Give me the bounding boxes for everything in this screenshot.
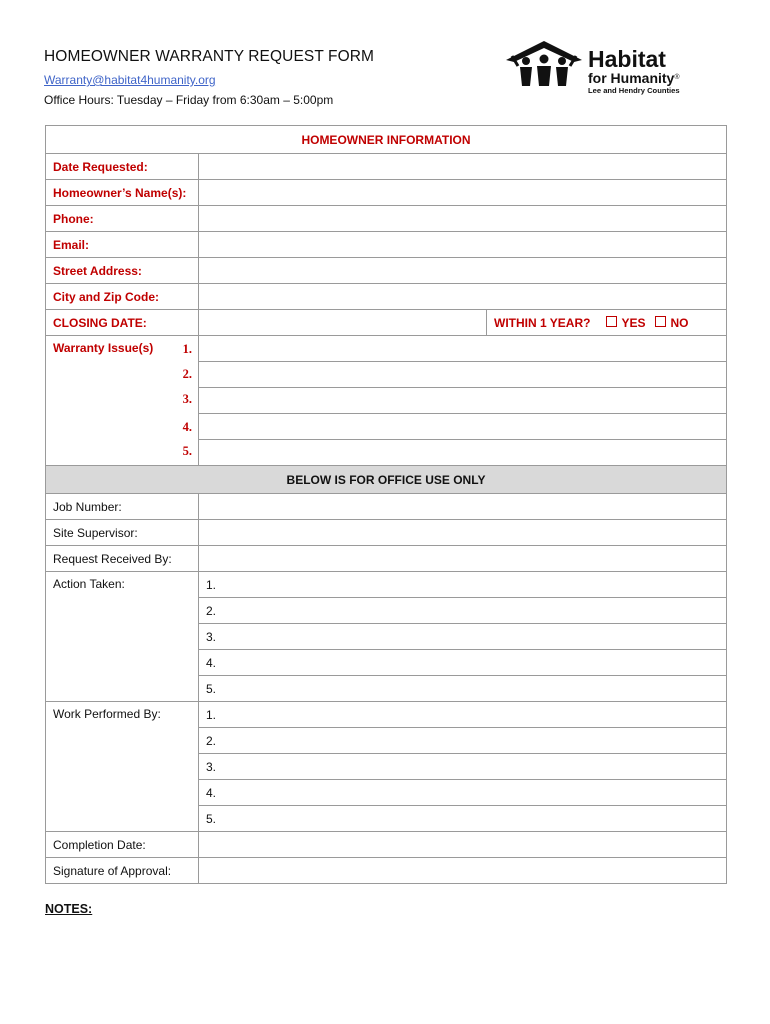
logo-wordmark: Habitat [588, 46, 666, 72]
request-received-label: Request Received By: [46, 546, 199, 572]
issue-number-3: 3. [182, 392, 192, 406]
homeowner-names-field[interactable] [199, 180, 727, 206]
warranty-issues-label-cell [46, 336, 199, 466]
work-performed-field-2[interactable]: 2. [199, 728, 727, 754]
habitat-logo [504, 40, 704, 100]
yes-checkbox[interactable] [606, 316, 617, 327]
date-requested-label: Date Requested: [46, 154, 199, 180]
email-field[interactable] [199, 232, 727, 258]
warranty-form-table [45, 125, 727, 884]
job-number-label: Job Number: [46, 494, 199, 520]
street-address-field[interactable] [199, 258, 727, 284]
phone-field[interactable] [199, 206, 727, 232]
yes-option[interactable] [596, 316, 645, 330]
action-taken-field-4[interactable]: 4. [199, 650, 727, 676]
work-performed-field-4[interactable]: 4. [199, 780, 727, 806]
warranty-issues-label: Warranty Issue(s) [53, 341, 154, 355]
office-use-heading: BELOW IS FOR OFFICE USE ONLY [46, 466, 727, 494]
work-performed-label: Work Performed By: [46, 702, 199, 832]
issue-number-5: 5. [182, 444, 192, 458]
warranty-issue-field-1[interactable] [199, 336, 727, 362]
registered-mark: ® [674, 74, 680, 81]
work-performed-field-5[interactable]: 5. [199, 806, 727, 832]
city-zip-field[interactable] [199, 284, 727, 310]
warranty-issue-field-4[interactable] [199, 414, 727, 440]
no-option[interactable] [651, 316, 688, 330]
office-hours: Office Hours: Tuesday – Friday from 6:30am – 5:00pm [44, 93, 334, 107]
form-header [44, 48, 374, 107]
warranty-issue-field-3[interactable] [199, 388, 727, 414]
homeowner-names-label: Homeowner’s Name(s): [46, 180, 199, 206]
phone-label: Phone: [46, 206, 199, 232]
signature-approval-field[interactable] [199, 858, 727, 884]
notes-label: NOTES: [45, 902, 93, 916]
warranty-issue-field-5[interactable] [199, 440, 727, 466]
site-supervisor-label: Site Supervisor: [46, 520, 199, 546]
action-taken-field-3[interactable]: 3. [199, 624, 727, 650]
warranty-email-link[interactable]: Warranty@habitat4humanity.org [44, 73, 216, 87]
action-taken-field-5[interactable]: 5. [199, 676, 727, 702]
within-one-year-label: WITHIN 1 YEAR? [494, 315, 591, 330]
yes-label: YES [621, 315, 646, 330]
signature-approval-label: Signature of Approval: [46, 858, 199, 884]
no-label: NO [670, 315, 689, 330]
issue-number-1: 1. [182, 342, 192, 356]
form-title: HOMEOWNER WARRANTY REQUEST FORM [44, 48, 375, 65]
within-one-year-cell [487, 310, 727, 336]
warranty-issue-field-2[interactable] [199, 362, 727, 388]
issue-number-4: 4. [182, 420, 192, 434]
date-requested-field[interactable] [199, 154, 727, 180]
city-zip-label: City and Zip Code: [46, 284, 199, 310]
site-supervisor-field[interactable] [199, 520, 727, 546]
email-label: Email: [46, 232, 199, 258]
street-address-label: Street Address: [46, 258, 199, 284]
habitat-house-icon [504, 40, 584, 88]
completion-date-label: Completion Date: [46, 832, 199, 858]
action-taken-field-1[interactable]: 1. [199, 572, 727, 598]
work-performed-field-3[interactable]: 3. [199, 754, 727, 780]
job-number-field[interactable] [199, 494, 727, 520]
action-taken-label: Action Taken: [46, 572, 199, 702]
work-performed-field-1[interactable]: 1. [199, 702, 727, 728]
logo-subtitle: Lee and Hendry Counties [588, 86, 680, 95]
no-checkbox[interactable] [655, 316, 666, 327]
homeowner-section-heading: HOMEOWNER INFORMATION [46, 126, 727, 154]
closing-date-label: CLOSING DATE: [46, 310, 199, 336]
issue-number-2: 2. [182, 367, 192, 381]
logo-for-humanity: for Humanity® [588, 70, 680, 86]
completion-date-field[interactable] [199, 832, 727, 858]
request-received-field[interactable] [199, 546, 727, 572]
closing-date-field[interactable] [199, 310, 487, 336]
action-taken-field-2[interactable]: 2. [199, 598, 727, 624]
